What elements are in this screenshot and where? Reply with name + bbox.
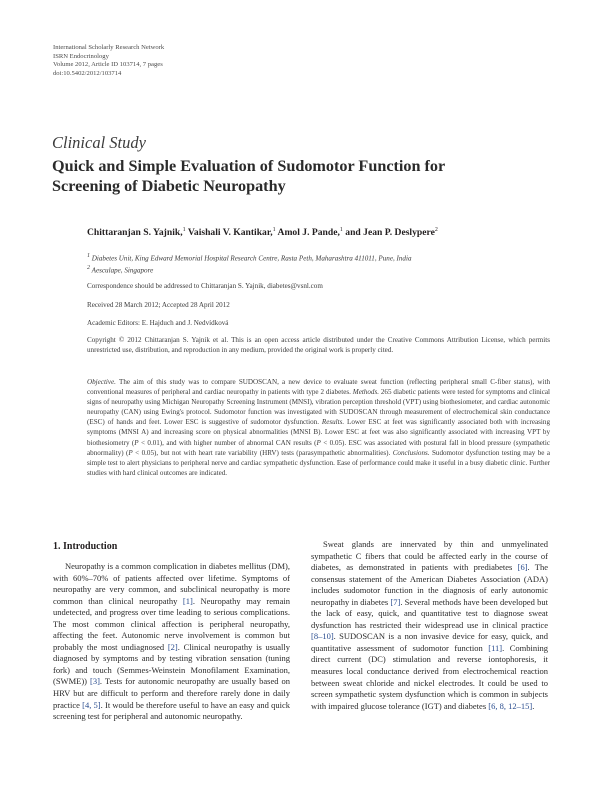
abstract-methods: 265 diabetic patients were tested for symptoms and clinical signs of neuropathy using Michigan Neuropathy Screening Instrument (MNSI), vibration perception threshold (VPT) using biothesiometer, and cardiac autonomic neuropathy (CAN) using Ewing's protocol. Sudomotor function was investigated with SUDOSCAN through measurement of electrochemical skin conductance (ESC) of hands and feet. Lower ESC is suggestive of sudomotor dysfunction. — [87, 388, 550, 427]
journal-volume: Volume 2012, Article ID 103714, 7 pages — [53, 61, 163, 69]
author-name: and Jean P. Deslypere — [345, 227, 435, 239]
abstract-results: < 0.01), and with higher number of abnormal CAN results ( — [138, 438, 317, 447]
p-value-symbol: P — [134, 438, 139, 447]
journal-name: International Scholarly Research Network — [53, 44, 165, 51]
citation-link[interactable]: [6, 8, 12–15] — [488, 700, 533, 711]
journal-subtitle: ISRN Endocrinology — [53, 52, 109, 60]
article-title — [52, 156, 552, 196]
abstract-results: < 0.05), but not with heart rate variability (HRV) tests (parasympathetic abnormalities). — [132, 448, 393, 457]
intro-paragraph: Neuropathy is a common complication in diabetes mellitus (DM), with 60%–70% of patients affected over lifetime. Symptoms of neuropathy are very common, and subclinical neuropathy is more common than clinical neuropathy [1]. Neuropathy may remain undetected, and progress over time leading to serious complications. The most common clinical affection is peripheral neuropathy, affecting the feet. Autonomic nerve involvement is common but probably the most undiagnosed [2]. Clinical neuropathy is usually diagnosed by symptoms and by testing vibration sensation (tuning fork) and touch (Semmes-Weinstein Monofilament Examination, (SWME)) [3]. Tests for autonomic neuropathy are usually based on HRV but are difficult to perform and therefore rarely done in daily practice [4, 5]. It would be therefore useful to have an easy and quick screening test for peripheral and autonomic neuropathy. — [53, 561, 291, 722]
citation-link[interactable]: [4, 5] — [82, 699, 101, 710]
author-name: Vaishali V. Kantikar, — [187, 227, 273, 239]
citation-link[interactable]: [2] — [167, 641, 178, 652]
p-value-symbol: P — [128, 448, 133, 457]
citation-link[interactable]: [8–10] — [311, 631, 334, 642]
affiliation-item: $^2$ Aesculape, Singapore — [87, 265, 154, 275]
abstract-results: Lower ESC at feet was significantly associated both with increasing symptoms (MNSI A) and increasing score on physical abnormalities (MNSI B). Lower ESC at feet was also significantly associated with increasing VPT by biothesiometry ( — [87, 418, 550, 447]
author-affiliation-mark: 1 — [182, 227, 186, 233]
abstract-objective: The aim of this study was to compare SUDOSCAN, a new device to evaluate sweat function (reflecting peripheral small C-fiber status), with conventional measures of peripheral and cardiac neuropathy in patients with type 2 diabetes. — [87, 378, 550, 397]
article-dates: Received 28 March 2012; Accepted 28 April 2012 — [87, 301, 230, 309]
citation-link[interactable]: [7] — [390, 596, 401, 607]
title-line-2: Screening of Diabetic Neuropathy — [52, 177, 286, 195]
author-affiliation-mark: 1 — [339, 227, 343, 233]
abstract — [87, 377, 550, 478]
academic-editors: Academic Editors: E. Hajduch and J. Nedvídková — [87, 319, 229, 327]
abstract-conclusions: Sudomotor dysfunction testing may be a simple test to alert physicians to peripheral nerve and cardiac sympathetic dysfunction. Ease of performance could make it useful in a busy diabetic clinic. Further studies with hard clinical outcomes are indicated. — [87, 448, 551, 477]
citation-link[interactable]: [6] — [517, 562, 528, 573]
article-type: Clinical Study — [52, 133, 146, 152]
correspondence: Correspondence should be addressed to Chittaranjan S. Yajnik, diabetes@vsnl.com — [87, 282, 323, 290]
abstract-methods-label: Methods. — [352, 388, 379, 397]
abstract-objective-label: Objective. — [87, 378, 116, 386]
author-affiliation-mark: 2 — [434, 227, 438, 233]
affiliation-item: $^1$ Diabetes Unit, King Edward Memorial Hospital Research Centre, Rasta Peth, Maharashtra 411011, Pune, India — [87, 253, 412, 263]
author-affiliation-mark: 1 — [272, 227, 276, 233]
intro-paragraph: Sweat glands are innervated by thin and unmyelinated sympathetic C fibers that could be affected early in the course of diabetes, as demonstrated in patients with prediabetes [6]. The consensus statement of the American Diabetes Association (ADA) includes sudomotor function in the diagnosis of early autonomic neuropathy in diabetes [7]. Several methods have been developed but the lack of easy, quick, and quantitative test to diagnose sweat dysfunction has restricted their widespread use in clinical practice [8–10]. SUDOSCAN is a non invasive device for easy, quick, and quantitative assessment of sudomotor function [11]. Combining direct current (DC) stimulation and reverse iontophoresis, it measures local conductance derived from electrochemical reaction between sweat chloride and nickel electrodes. It could be used to screen sympathetic system dysfunction which is common in subjects with impaired glucose tolerance (IGT) and diabetes [6, 8, 12–15]. — [311, 539, 549, 711]
citation-link[interactable]: [1] — [182, 595, 193, 606]
affiliations — [87, 251, 550, 276]
p-value-symbol: P — [316, 438, 321, 447]
section-heading: 1. Introduction — [53, 541, 118, 552]
journal-header — [53, 44, 164, 78]
abstract-results-label: Results. — [321, 418, 345, 427]
citation-link[interactable]: [3] — [90, 676, 100, 687]
copyright-notice: Copyright © 2012 Chittaranjan S. Yajnik et al. This is an open access article distributed under the Creative Commons Attribution License, which permits unrestricted use, distribution, and reproduction in any medium, provided the original work is properly cited. — [87, 336, 550, 355]
journal-doi: doi:10.5402/2012/103714 — [53, 69, 122, 77]
intro-right-column — [311, 539, 548, 712]
intro-left-column — [53, 561, 290, 723]
author-name: Chittaranjan S. Yajnik, — [87, 227, 183, 239]
author-name: Amol J. Pande, — [277, 227, 340, 239]
citation-link[interactable]: [11] — [488, 642, 503, 653]
abstract-results: < 0.05). ESC was associated with postural fall in blood pressure (sympathetic abnormality) ( — [87, 438, 550, 457]
author-list — [87, 227, 438, 238]
title-line-1: Quick and Simple Evaluation of Sudomotor Function for — [52, 157, 446, 175]
abstract-conclusions-label: Conclusions. — [392, 448, 430, 457]
